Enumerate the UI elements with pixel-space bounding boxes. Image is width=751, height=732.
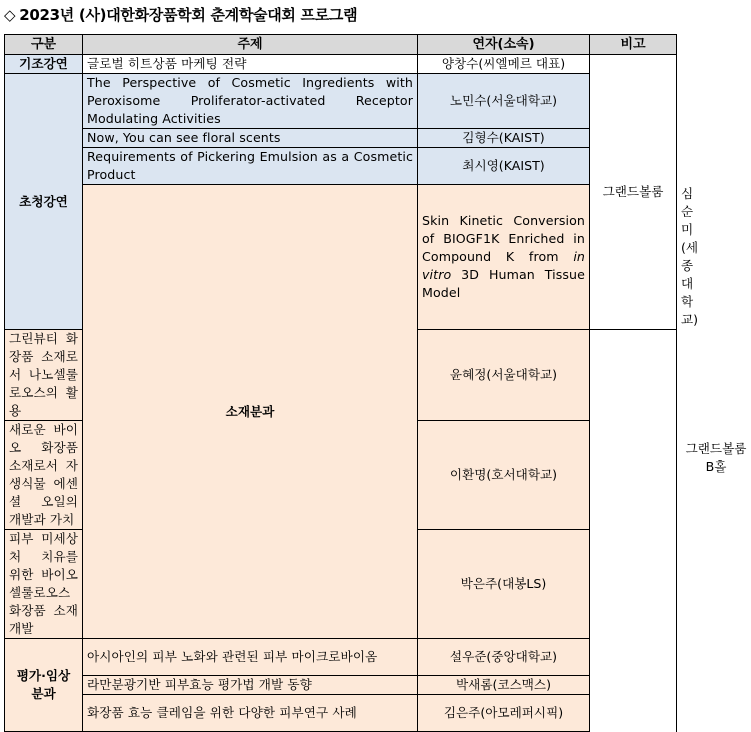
topic-cell: Requirements of Pickering Emulsion as a Cosmetic Product	[83, 148, 418, 185]
topic-cell: 화장품 효능 클레임을 위한 다양한 피부연구 사례	[83, 695, 418, 732]
topic-cell: 피부 미세상처 치유를 위한 바이오셀룰로오스 화장품 소재 개발	[5, 530, 83, 639]
presenter-cell: 설우준(중앙대학교)	[418, 639, 590, 676]
topic-text: Skin Kinetic Conversion of BIOGF1K Enriched in Compound K from	[422, 213, 585, 264]
header-topic: 주제	[83, 35, 418, 55]
presenter-cell: 김형수(KAIST)	[418, 129, 590, 148]
table-row	[5, 639, 677, 676]
topic-italic-text: in vitro	[422, 249, 585, 282]
presenter-cell: 최시영(KAIST)	[418, 148, 590, 185]
table-row	[5, 695, 677, 732]
topic-text: 3D Human Tissue Model	[422, 267, 585, 300]
presenter-cell: 박새롬(코스맥스)	[418, 676, 590, 695]
table-row	[5, 676, 677, 695]
topic-cell: 아시아인의 피부 노화와 관련된 피부 마이크로바이옴	[83, 639, 418, 676]
presenter-cell: 박은주(대봉LS)	[418, 530, 590, 639]
category-keynote: 기조강연	[5, 55, 83, 74]
page-title	[4, 4, 357, 25]
note-session2-text: 그랜드볼룸 B홀	[685, 441, 747, 474]
category-evaluation: 평가·임상 분과	[5, 639, 83, 732]
topic-cell: Now, You can see floral scents	[83, 129, 418, 148]
presenter-cell: 노민수(서울대학교)	[418, 74, 590, 129]
header-note: 비고	[590, 35, 677, 55]
program-table	[4, 34, 747, 732]
title-text: 2023년 (사)대한화장품학회 춘계학술대회 프로그램	[19, 6, 358, 24]
header-row	[5, 35, 677, 55]
presenter-cell: 윤혜정(서울대학교)	[418, 330, 590, 421]
table-row	[5, 148, 677, 185]
topic-cell: The Perspective of Cosmetic Ingredients with Peroxisome Proliferator-activated Receptor Modulating Activities	[83, 74, 418, 129]
category-material: 소재분과	[83, 185, 418, 639]
note-session1: 그랜드볼룸	[590, 55, 677, 330]
table-row	[5, 55, 677, 74]
diamond-icon: ◇	[4, 6, 16, 24]
table-row: 소재분과 Skin Kinetic Conversion of BIOGF1K Enriched in Compound K from in vitro 3D Human Tissue Model 심순미(세종대학교) 그랜드볼룸 B홀	[5, 185, 677, 330]
header-presenter: 연자(소속)	[418, 35, 590, 55]
presenter-cell: 이환명(호서대학교)	[418, 421, 590, 530]
table-row	[5, 74, 677, 129]
header-category: 구분	[5, 35, 83, 55]
category-invited: 초청강연	[5, 74, 83, 330]
presenter-cell: 양창수(씨엘메르 대표)	[418, 55, 590, 74]
table-row	[5, 129, 677, 148]
topic-cell: 새로운 바이오 화장품 소재로서 자생식물 에센셜 오일의 개발과 가치	[5, 421, 83, 530]
topic-cell	[418, 185, 590, 330]
topic-cell: 글로벌 히트상품 마케팅 전략	[83, 55, 418, 74]
topic-cell: 라만분광기반 피부효능 평가법 개발 동향	[83, 676, 418, 695]
presenter-cell: 김은주(아모레퍼시픽)	[418, 695, 590, 732]
topic-cell: 그린뷰티 화장품 소재로서 나노셀룰로오스의 활용	[5, 330, 83, 421]
